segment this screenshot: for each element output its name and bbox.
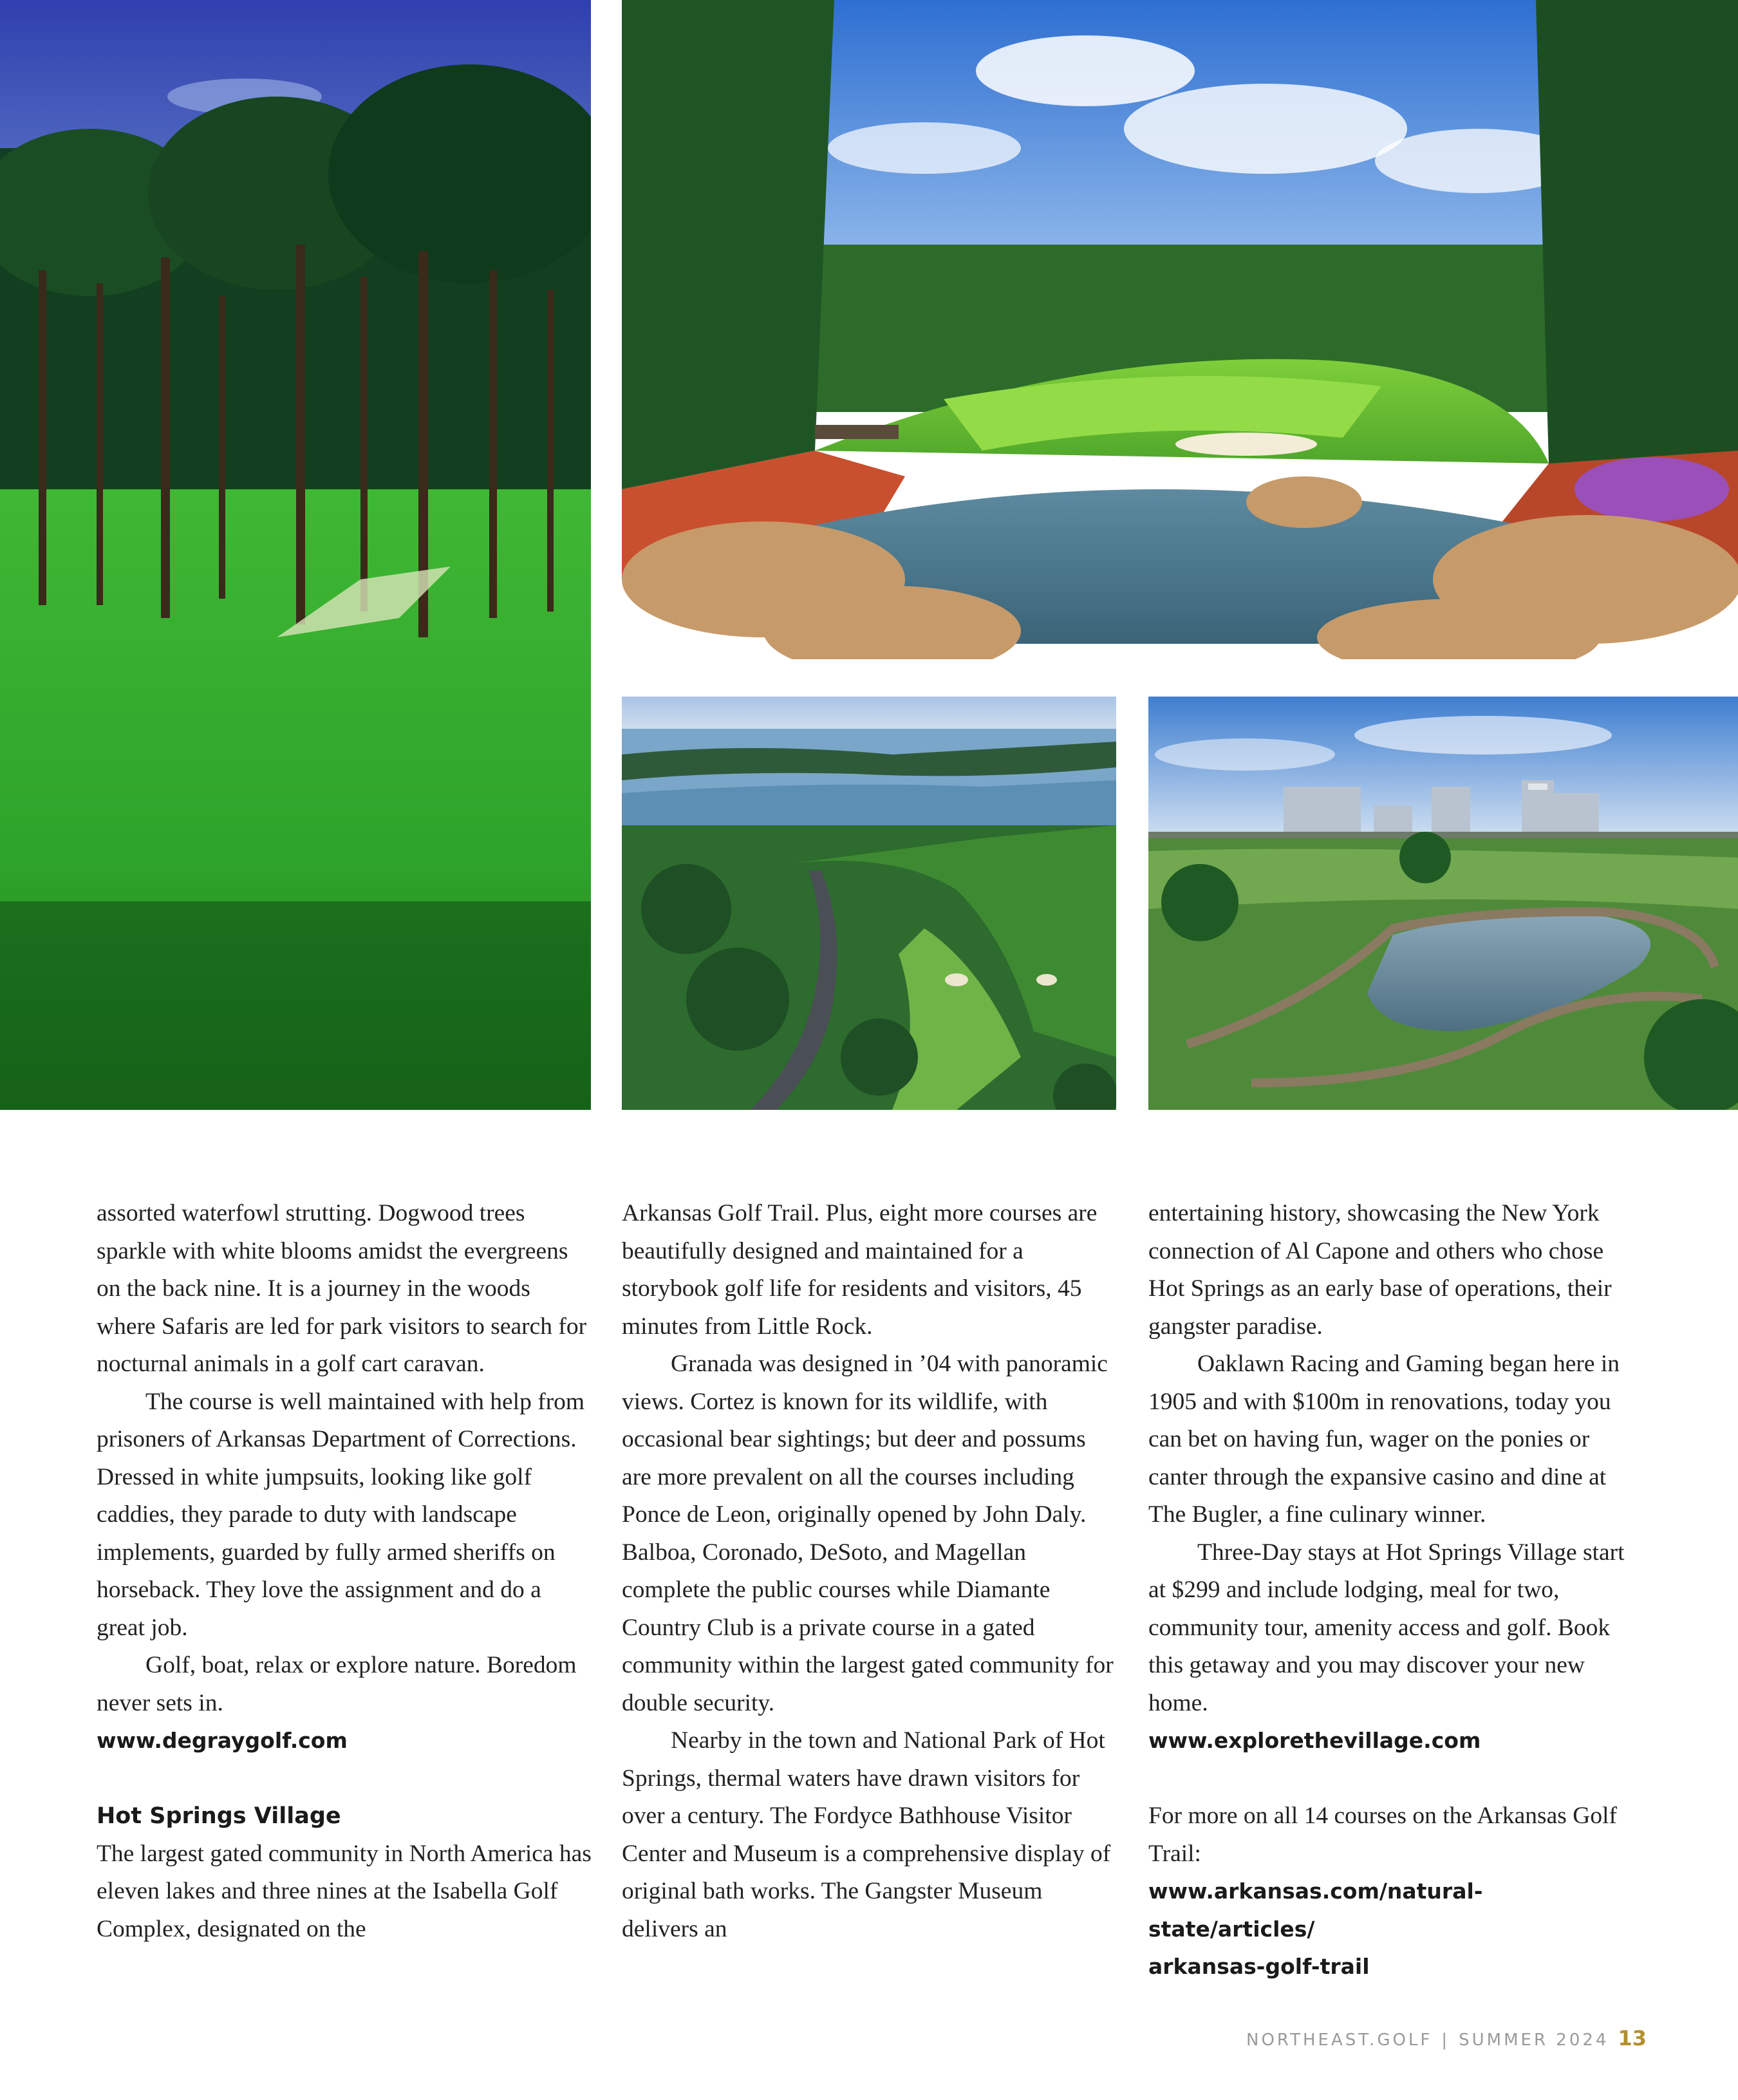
aerial-lake-golf-course-photo bbox=[622, 697, 1116, 1110]
paragraph: Arkansas Golf Trail. Plus, eight more courses are beautifully designed and maintained for a storybook golf life for residents and visitors, 45 minutes from Little Rock. bbox=[622, 1200, 1098, 1340]
city-skyline-park-boardwalk-photo bbox=[1148, 697, 1738, 1110]
degray-golf-link[interactable]: www.degraygolf.com bbox=[97, 1728, 348, 1753]
page-number: 13 bbox=[1618, 2026, 1647, 2050]
arkansas-golf-trail-link[interactable] bbox=[1148, 1873, 1644, 1986]
paragraph: The largest gated community in North America has eleven lakes and three nines at the Isabella Golf Complex, designated on the bbox=[97, 1840, 592, 1942]
footer-separator: | bbox=[1441, 2030, 1450, 2050]
paragraph: assorted waterfowl strutting. Dogwood trees sparkle with white blooms amidst the evergreens on the back nine. It is a journey in the woods where Safaris are led for park visitors to search for nocturnal animals in a golf cart caravan. bbox=[97, 1200, 587, 1377]
link-line: www.arkansas.com/natural-state/articles/ bbox=[1148, 1879, 1483, 1942]
link-line: arkansas-golf-trail bbox=[1148, 1954, 1370, 1979]
page-footer bbox=[1246, 2026, 1647, 2058]
paragraph: For more on all 14 courses on the Arkansas Golf Trail: bbox=[1148, 1803, 1617, 1867]
pine-forest-fairway-photo bbox=[0, 0, 591, 1110]
paragraph: Golf, boat, relax or explore nature. Boredom never sets in. bbox=[97, 1652, 577, 1716]
explore-the-village-link[interactable]: www.explorethevillage.com bbox=[1148, 1728, 1481, 1753]
spacer bbox=[97, 1760, 592, 1798]
article-column-1 bbox=[97, 1195, 592, 1948]
paragraph: Granada was designed in ’04 with panoramic views. Cortez is known for its wildlife, with occasional bear sightings; but deer and possums are more prevalent on all the courses including Ponce de Leon, originally opened by John Daly. Balboa, Coronado, DeSoto, and Magellan complete the public courses while Diamante Country Club is a private course in a gated community within the largest gated community for double security. bbox=[622, 1351, 1114, 1716]
issue-label: SUMMER 2024 bbox=[1459, 2030, 1609, 2050]
paragraph: Three-Day stays at Hot Springs Village start at $299 and include lodging, meal for two, community tour, amenity access and golf. Book this getaway and you may discover your new home. bbox=[1148, 1539, 1625, 1716]
publication-name: NORTHEAST.GOLF bbox=[1246, 2030, 1433, 2050]
golf-hole-pond-waterfall-photo bbox=[622, 0, 1738, 659]
paragraph: Nearby in the town and National Park of Hot Springs, thermal waters have drawn visitors for over a century. The Fordyce Bathhouse Visitor Center and Museum is a comprehensive display of original bath works. The Gangster Museum delivers an bbox=[622, 1727, 1111, 1942]
paragraph: The course is well maintained with help from prisoners of Arkansas Department of Corrections. Dressed in white jumpsuits, looking like golf caddies, they parade to duty with landscape implements, guarded by fully armed sheriffs on horseback. They love the assignment and do a great job. bbox=[97, 1388, 585, 1641]
paragraph: entertaining history, showcasing the New York connection of Al Capone and others who chose Hot Springs as an early base of operations, their gangster paradise. bbox=[1148, 1200, 1612, 1340]
paragraph: Oaklawn Racing and Gaming began here in 1905 and with $100m in renovations, today you can bet on having fun, wager on the ponies or canter through the expansive casino and dine at The Bugler, a fine culinary winner. bbox=[1148, 1351, 1620, 1528]
section-heading: Hot Springs Village bbox=[97, 1803, 341, 1829]
article-column-2 bbox=[622, 1195, 1117, 1948]
spacer bbox=[1148, 1760, 1644, 1798]
article-column-3 bbox=[1148, 1195, 1644, 1986]
